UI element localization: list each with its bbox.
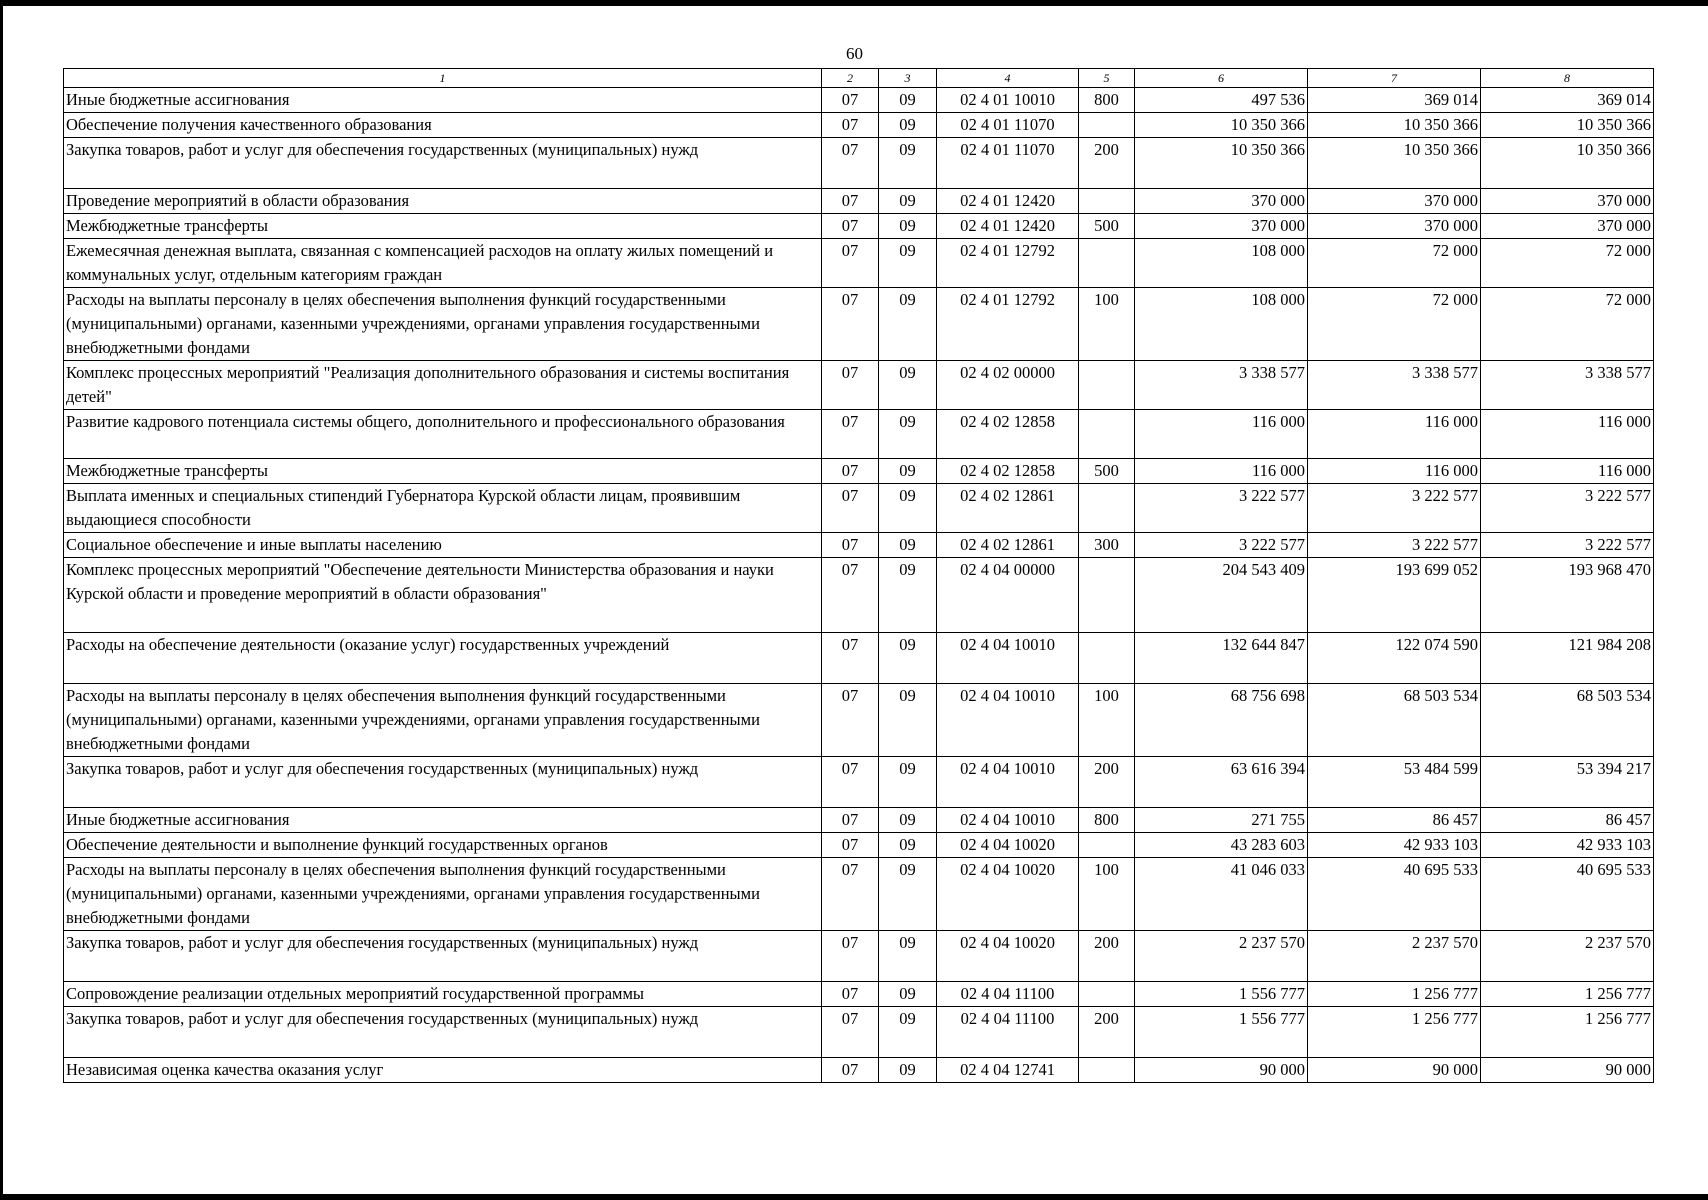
table-row bbox=[64, 1007, 1654, 1058]
subsection-code-cell: 09 bbox=[879, 113, 937, 138]
subsection-code-cell: 09 bbox=[879, 808, 937, 833]
section-code-cell: 07 bbox=[822, 1007, 879, 1058]
expense-name-cell: Расходы на выплаты персоналу в целях обеспечения выполнения функций государственными (муниципальными) органами, казенными учреждениями, органами управления государственными внебюджетными фондами bbox=[64, 858, 822, 931]
subsection-code-cell: 09 bbox=[879, 982, 937, 1007]
amount-cell-col7: 370 000 bbox=[1308, 214, 1481, 239]
section-code-cell: 07 bbox=[822, 189, 879, 214]
subsection-code-cell: 09 bbox=[879, 684, 937, 757]
target-article-cell: 02 4 04 10010 bbox=[937, 757, 1079, 808]
amount-cell-col8: 369 014 bbox=[1481, 88, 1654, 113]
amount-cell-col6: 497 536 bbox=[1135, 88, 1308, 113]
section-code-cell: 07 bbox=[822, 361, 879, 410]
expense-type-cell bbox=[1079, 982, 1135, 1007]
amount-cell-col7: 68 503 534 bbox=[1308, 684, 1481, 757]
header-cell: 6 bbox=[1135, 69, 1308, 88]
subsection-code-cell: 09 bbox=[879, 239, 937, 288]
table-row bbox=[64, 138, 1654, 189]
section-code-cell: 07 bbox=[822, 982, 879, 1007]
amount-cell-col7: 53 484 599 bbox=[1308, 757, 1481, 808]
amount-cell-col6: 41 046 033 bbox=[1135, 858, 1308, 931]
expense-name-cell: Расходы на выплаты персоналу в целях обеспечения выполнения функций государственными (муниципальными) органами, казенными учреждениями, органами управления государственными внебюджетными фондами bbox=[64, 684, 822, 757]
amount-cell-col7: 122 074 590 bbox=[1308, 633, 1481, 684]
expense-name-cell: Закупка товаров, работ и услуг для обеспечения государственных (муниципальных) нужд bbox=[64, 931, 822, 982]
target-article-cell: 02 4 01 12792 bbox=[937, 288, 1079, 361]
subsection-code-cell: 09 bbox=[879, 459, 937, 484]
expense-name-cell: Иные бюджетные ассигнования bbox=[64, 808, 822, 833]
amount-cell-col8: 116 000 bbox=[1481, 410, 1654, 459]
target-article-cell: 02 4 02 00000 bbox=[937, 361, 1079, 410]
header-cell: 8 bbox=[1481, 69, 1654, 88]
header-cell: 2 bbox=[822, 69, 879, 88]
amount-cell-col8: 53 394 217 bbox=[1481, 757, 1654, 808]
expense-type-cell: 500 bbox=[1079, 459, 1135, 484]
amount-cell-col8: 116 000 bbox=[1481, 459, 1654, 484]
header-cell: 7 bbox=[1308, 69, 1481, 88]
amount-cell-col7: 3 222 577 bbox=[1308, 484, 1481, 533]
target-article-cell: 02 4 02 12858 bbox=[937, 459, 1079, 484]
table-row bbox=[64, 982, 1654, 1007]
subsection-code-cell: 09 bbox=[879, 1007, 937, 1058]
expense-type-cell bbox=[1079, 633, 1135, 684]
scan-edge-bottom bbox=[0, 1194, 1708, 1200]
target-article-cell: 02 4 01 11070 bbox=[937, 138, 1079, 189]
expense-type-cell bbox=[1079, 113, 1135, 138]
amount-cell-col6: 271 755 bbox=[1135, 808, 1308, 833]
subsection-code-cell: 09 bbox=[879, 189, 937, 214]
expense-type-cell: 500 bbox=[1079, 214, 1135, 239]
table-row bbox=[64, 288, 1654, 361]
amount-cell-col6: 108 000 bbox=[1135, 239, 1308, 288]
amount-cell-col6: 63 616 394 bbox=[1135, 757, 1308, 808]
table-row bbox=[64, 833, 1654, 858]
table-row bbox=[64, 757, 1654, 808]
table-row bbox=[64, 484, 1654, 533]
target-article-cell: 02 4 02 12861 bbox=[937, 533, 1079, 558]
table-row bbox=[64, 214, 1654, 239]
target-article-cell: 02 4 04 00000 bbox=[937, 558, 1079, 633]
expense-name-cell: Проведение мероприятий в области образования bbox=[64, 189, 822, 214]
expense-type-cell bbox=[1079, 484, 1135, 533]
target-article-cell: 02 4 01 12420 bbox=[937, 189, 1079, 214]
table-row bbox=[64, 410, 1654, 459]
expense-type-cell: 200 bbox=[1079, 931, 1135, 982]
table-row bbox=[64, 88, 1654, 113]
amount-cell-col6: 370 000 bbox=[1135, 189, 1308, 214]
amount-cell-col7: 72 000 bbox=[1308, 288, 1481, 361]
amount-cell-col6: 10 350 366 bbox=[1135, 113, 1308, 138]
amount-cell-col7: 10 350 366 bbox=[1308, 138, 1481, 189]
expense-name-cell: Социальное обеспечение и иные выплаты населению bbox=[64, 533, 822, 558]
expense-type-cell: 200 bbox=[1079, 757, 1135, 808]
expense-name-cell: Независимая оценка качества оказания услуг bbox=[64, 1058, 822, 1083]
table-row bbox=[64, 633, 1654, 684]
amount-cell-col8: 2 237 570 bbox=[1481, 931, 1654, 982]
amount-cell-col6: 108 000 bbox=[1135, 288, 1308, 361]
amount-cell-col7: 2 237 570 bbox=[1308, 931, 1481, 982]
amount-cell-col8: 193 968 470 bbox=[1481, 558, 1654, 633]
expense-name-cell: Развитие кадрового потенциала системы общего, дополнительного и профессионального образования bbox=[64, 410, 822, 459]
amount-cell-col8: 68 503 534 bbox=[1481, 684, 1654, 757]
section-code-cell: 07 bbox=[822, 757, 879, 808]
amount-cell-col8: 370 000 bbox=[1481, 189, 1654, 214]
section-code-cell: 07 bbox=[822, 88, 879, 113]
section-code-cell: 07 bbox=[822, 558, 879, 633]
section-code-cell: 07 bbox=[822, 633, 879, 684]
section-code-cell: 07 bbox=[822, 484, 879, 533]
section-code-cell: 07 bbox=[822, 1058, 879, 1083]
target-article-cell: 02 4 02 12861 bbox=[937, 484, 1079, 533]
expense-name-cell: Сопровождение реализации отдельных мероприятий государственной программы bbox=[64, 982, 822, 1007]
amount-cell-col8: 121 984 208 bbox=[1481, 633, 1654, 684]
table-row bbox=[64, 558, 1654, 633]
expense-name-cell: Закупка товаров, работ и услуг для обеспечения государственных (муниципальных) нужд bbox=[64, 1007, 822, 1058]
expense-type-cell: 100 bbox=[1079, 858, 1135, 931]
amount-cell-col7: 90 000 bbox=[1308, 1058, 1481, 1083]
amount-cell-col7: 86 457 bbox=[1308, 808, 1481, 833]
amount-cell-col7: 10 350 366 bbox=[1308, 113, 1481, 138]
section-code-cell: 07 bbox=[822, 808, 879, 833]
section-code-cell: 07 bbox=[822, 533, 879, 558]
table-row bbox=[64, 684, 1654, 757]
expense-type-cell: 100 bbox=[1079, 684, 1135, 757]
table-row bbox=[64, 189, 1654, 214]
expense-type-cell bbox=[1079, 410, 1135, 459]
section-code-cell: 07 bbox=[822, 113, 879, 138]
amount-cell-col6: 132 644 847 bbox=[1135, 633, 1308, 684]
expense-name-cell: Расходы на обеспечение деятельности (оказание услуг) государственных учреждений bbox=[64, 633, 822, 684]
table-row bbox=[64, 931, 1654, 982]
amount-cell-col8: 90 000 bbox=[1481, 1058, 1654, 1083]
target-article-cell: 02 4 01 11070 bbox=[937, 113, 1079, 138]
amount-cell-col7: 116 000 bbox=[1308, 459, 1481, 484]
amount-cell-col8: 3 338 577 bbox=[1481, 361, 1654, 410]
amount-cell-col7: 42 933 103 bbox=[1308, 833, 1481, 858]
expense-type-cell: 200 bbox=[1079, 138, 1135, 189]
amount-cell-col6: 2 237 570 bbox=[1135, 931, 1308, 982]
amount-cell-col6: 116 000 bbox=[1135, 410, 1308, 459]
amount-cell-col8: 370 000 bbox=[1481, 214, 1654, 239]
expense-type-cell bbox=[1079, 1058, 1135, 1083]
expense-type-cell bbox=[1079, 833, 1135, 858]
amount-cell-col7: 1 256 777 bbox=[1308, 1007, 1481, 1058]
amount-cell-col6: 370 000 bbox=[1135, 214, 1308, 239]
amount-cell-col7: 3 222 577 bbox=[1308, 533, 1481, 558]
amount-cell-col7: 72 000 bbox=[1308, 239, 1481, 288]
subsection-code-cell: 09 bbox=[879, 138, 937, 189]
target-article-cell: 02 4 04 10010 bbox=[937, 633, 1079, 684]
target-article-cell: 02 4 04 10020 bbox=[937, 931, 1079, 982]
section-code-cell: 07 bbox=[822, 288, 879, 361]
expense-name-cell: Обеспечение деятельности и выполнение функций государственных органов bbox=[64, 833, 822, 858]
expense-type-cell bbox=[1079, 189, 1135, 214]
amount-cell-col8: 72 000 bbox=[1481, 288, 1654, 361]
expense-name-cell: Закупка товаров, работ и услуг для обеспечения государственных (муниципальных) нужд bbox=[64, 757, 822, 808]
expense-type-cell: 100 bbox=[1079, 288, 1135, 361]
header-cell: 1 bbox=[64, 69, 822, 88]
amount-cell-col6: 3 222 577 bbox=[1135, 484, 1308, 533]
expense-name-cell: Комплекс процессных мероприятий "Обеспечение деятельности Министерства образования и науки Курской области и проведение мероприятий в области образования" bbox=[64, 558, 822, 633]
expense-type-cell: 800 bbox=[1079, 88, 1135, 113]
section-code-cell: 07 bbox=[822, 138, 879, 189]
amount-cell-col8: 86 457 bbox=[1481, 808, 1654, 833]
expense-name-cell: Выплата именных и специальных стипендий Губернатора Курской области лицам, проявившим выдающиеся способности bbox=[64, 484, 822, 533]
table-row bbox=[64, 808, 1654, 833]
scan-edge-top bbox=[0, 0, 1708, 6]
section-code-cell: 07 bbox=[822, 239, 879, 288]
amount-cell-col6: 3 338 577 bbox=[1135, 361, 1308, 410]
amount-cell-col6: 3 222 577 bbox=[1135, 533, 1308, 558]
amount-cell-col6: 90 000 bbox=[1135, 1058, 1308, 1083]
section-code-cell: 07 bbox=[822, 214, 879, 239]
scan-edge-left bbox=[0, 0, 3, 1200]
subsection-code-cell: 09 bbox=[879, 757, 937, 808]
header-cell: 4 bbox=[937, 69, 1079, 88]
target-article-cell: 02 4 04 10010 bbox=[937, 684, 1079, 757]
expense-name-cell: Иные бюджетные ассигнования bbox=[64, 88, 822, 113]
subsection-code-cell: 09 bbox=[879, 533, 937, 558]
expense-type-cell bbox=[1079, 239, 1135, 288]
expense-name-cell: Закупка товаров, работ и услуг для обеспечения государственных (муниципальных) нужд bbox=[64, 138, 822, 189]
section-code-cell: 07 bbox=[822, 833, 879, 858]
subsection-code-cell: 09 bbox=[879, 833, 937, 858]
subsection-code-cell: 09 bbox=[879, 484, 937, 533]
amount-cell-col6: 116 000 bbox=[1135, 459, 1308, 484]
page-number: 60 bbox=[846, 44, 863, 63]
subsection-code-cell: 09 bbox=[879, 858, 937, 931]
table-row bbox=[64, 533, 1654, 558]
target-article-cell: 02 4 04 10010 bbox=[937, 808, 1079, 833]
expense-name-cell: Комплекс процессных мероприятий "Реализация дополнительного образования и системы воспитания детей" bbox=[64, 361, 822, 410]
header-row bbox=[64, 69, 1654, 88]
expense-name-cell: Обеспечение получения качественного образования bbox=[64, 113, 822, 138]
subsection-code-cell: 09 bbox=[879, 1058, 937, 1083]
section-code-cell: 07 bbox=[822, 858, 879, 931]
table-row bbox=[64, 1058, 1654, 1083]
amount-cell-col7: 1 256 777 bbox=[1308, 982, 1481, 1007]
amount-cell-col8: 10 350 366 bbox=[1481, 113, 1654, 138]
table-row bbox=[64, 361, 1654, 410]
amount-cell-col6: 68 756 698 bbox=[1135, 684, 1308, 757]
amount-cell-col6: 1 556 777 bbox=[1135, 982, 1308, 1007]
expense-name-cell: Межбюджетные трансферты bbox=[64, 459, 822, 484]
amount-cell-col8: 3 222 577 bbox=[1481, 533, 1654, 558]
target-article-cell: 02 4 01 12792 bbox=[937, 239, 1079, 288]
subsection-code-cell: 09 bbox=[879, 88, 937, 113]
expense-type-cell: 800 bbox=[1079, 808, 1135, 833]
expense-type-cell: 300 bbox=[1079, 533, 1135, 558]
amount-cell-col8: 10 350 366 bbox=[1481, 138, 1654, 189]
section-code-cell: 07 bbox=[822, 410, 879, 459]
amount-cell-col7: 193 699 052 bbox=[1308, 558, 1481, 633]
section-code-cell: 07 bbox=[822, 931, 879, 982]
amount-cell-col8: 72 000 bbox=[1481, 239, 1654, 288]
amount-cell-col8: 3 222 577 bbox=[1481, 484, 1654, 533]
amount-cell-col6: 204 543 409 bbox=[1135, 558, 1308, 633]
subsection-code-cell: 09 bbox=[879, 361, 937, 410]
target-article-cell: 02 4 02 12858 bbox=[937, 410, 1079, 459]
amount-cell-col7: 40 695 533 bbox=[1308, 858, 1481, 931]
section-code-cell: 07 bbox=[822, 684, 879, 757]
expense-type-cell: 200 bbox=[1079, 1007, 1135, 1058]
table-row bbox=[64, 239, 1654, 288]
target-article-cell: 02 4 04 10020 bbox=[937, 858, 1079, 931]
amount-cell-col8: 40 695 533 bbox=[1481, 858, 1654, 931]
expense-type-cell bbox=[1079, 361, 1135, 410]
subsection-code-cell: 09 bbox=[879, 558, 937, 633]
target-article-cell: 02 4 01 12420 bbox=[937, 214, 1079, 239]
amount-cell-col6: 1 556 777 bbox=[1135, 1007, 1308, 1058]
subsection-code-cell: 09 bbox=[879, 288, 937, 361]
target-article-cell: 02 4 04 12741 bbox=[937, 1058, 1079, 1083]
table-row bbox=[64, 113, 1654, 138]
subsection-code-cell: 09 bbox=[879, 410, 937, 459]
amount-cell-col8: 1 256 777 bbox=[1481, 982, 1654, 1007]
expense-type-cell bbox=[1079, 558, 1135, 633]
target-article-cell: 02 4 01 10010 bbox=[937, 88, 1079, 113]
target-article-cell: 02 4 04 11100 bbox=[937, 982, 1079, 1007]
table-row bbox=[64, 459, 1654, 484]
target-article-cell: 02 4 04 10020 bbox=[937, 833, 1079, 858]
expense-name-cell: Ежемесячная денежная выплата, связанная с компенсацией расходов на оплату жилых помещений и коммунальных услуг, отдельным категориям граждан bbox=[64, 239, 822, 288]
amount-cell-col7: 116 000 bbox=[1308, 410, 1481, 459]
target-article-cell: 02 4 04 11100 bbox=[937, 1007, 1079, 1058]
amount-cell-col6: 43 283 603 bbox=[1135, 833, 1308, 858]
subsection-code-cell: 09 bbox=[879, 931, 937, 982]
amount-cell-col7: 370 000 bbox=[1308, 189, 1481, 214]
amount-cell-col8: 42 933 103 bbox=[1481, 833, 1654, 858]
section-code-cell: 07 bbox=[822, 459, 879, 484]
subsection-code-cell: 09 bbox=[879, 633, 937, 684]
amount-cell-col8: 1 256 777 bbox=[1481, 1007, 1654, 1058]
amount-cell-col7: 3 338 577 bbox=[1308, 361, 1481, 410]
header-cell: 5 bbox=[1079, 69, 1135, 88]
amount-cell-col6: 10 350 366 bbox=[1135, 138, 1308, 189]
subsection-code-cell: 09 bbox=[879, 214, 937, 239]
table-row bbox=[64, 858, 1654, 931]
amount-cell-col7: 369 014 bbox=[1308, 88, 1481, 113]
expense-name-cell: Расходы на выплаты персоналу в целях обеспечения выполнения функций государственными (муниципальными) органами, казенными учреждениями, органами управления государственными внебюджетными фондами bbox=[64, 288, 822, 361]
header-cell: 3 bbox=[879, 69, 937, 88]
expense-name-cell: Межбюджетные трансферты bbox=[64, 214, 822, 239]
budget-table bbox=[63, 68, 1654, 1083]
